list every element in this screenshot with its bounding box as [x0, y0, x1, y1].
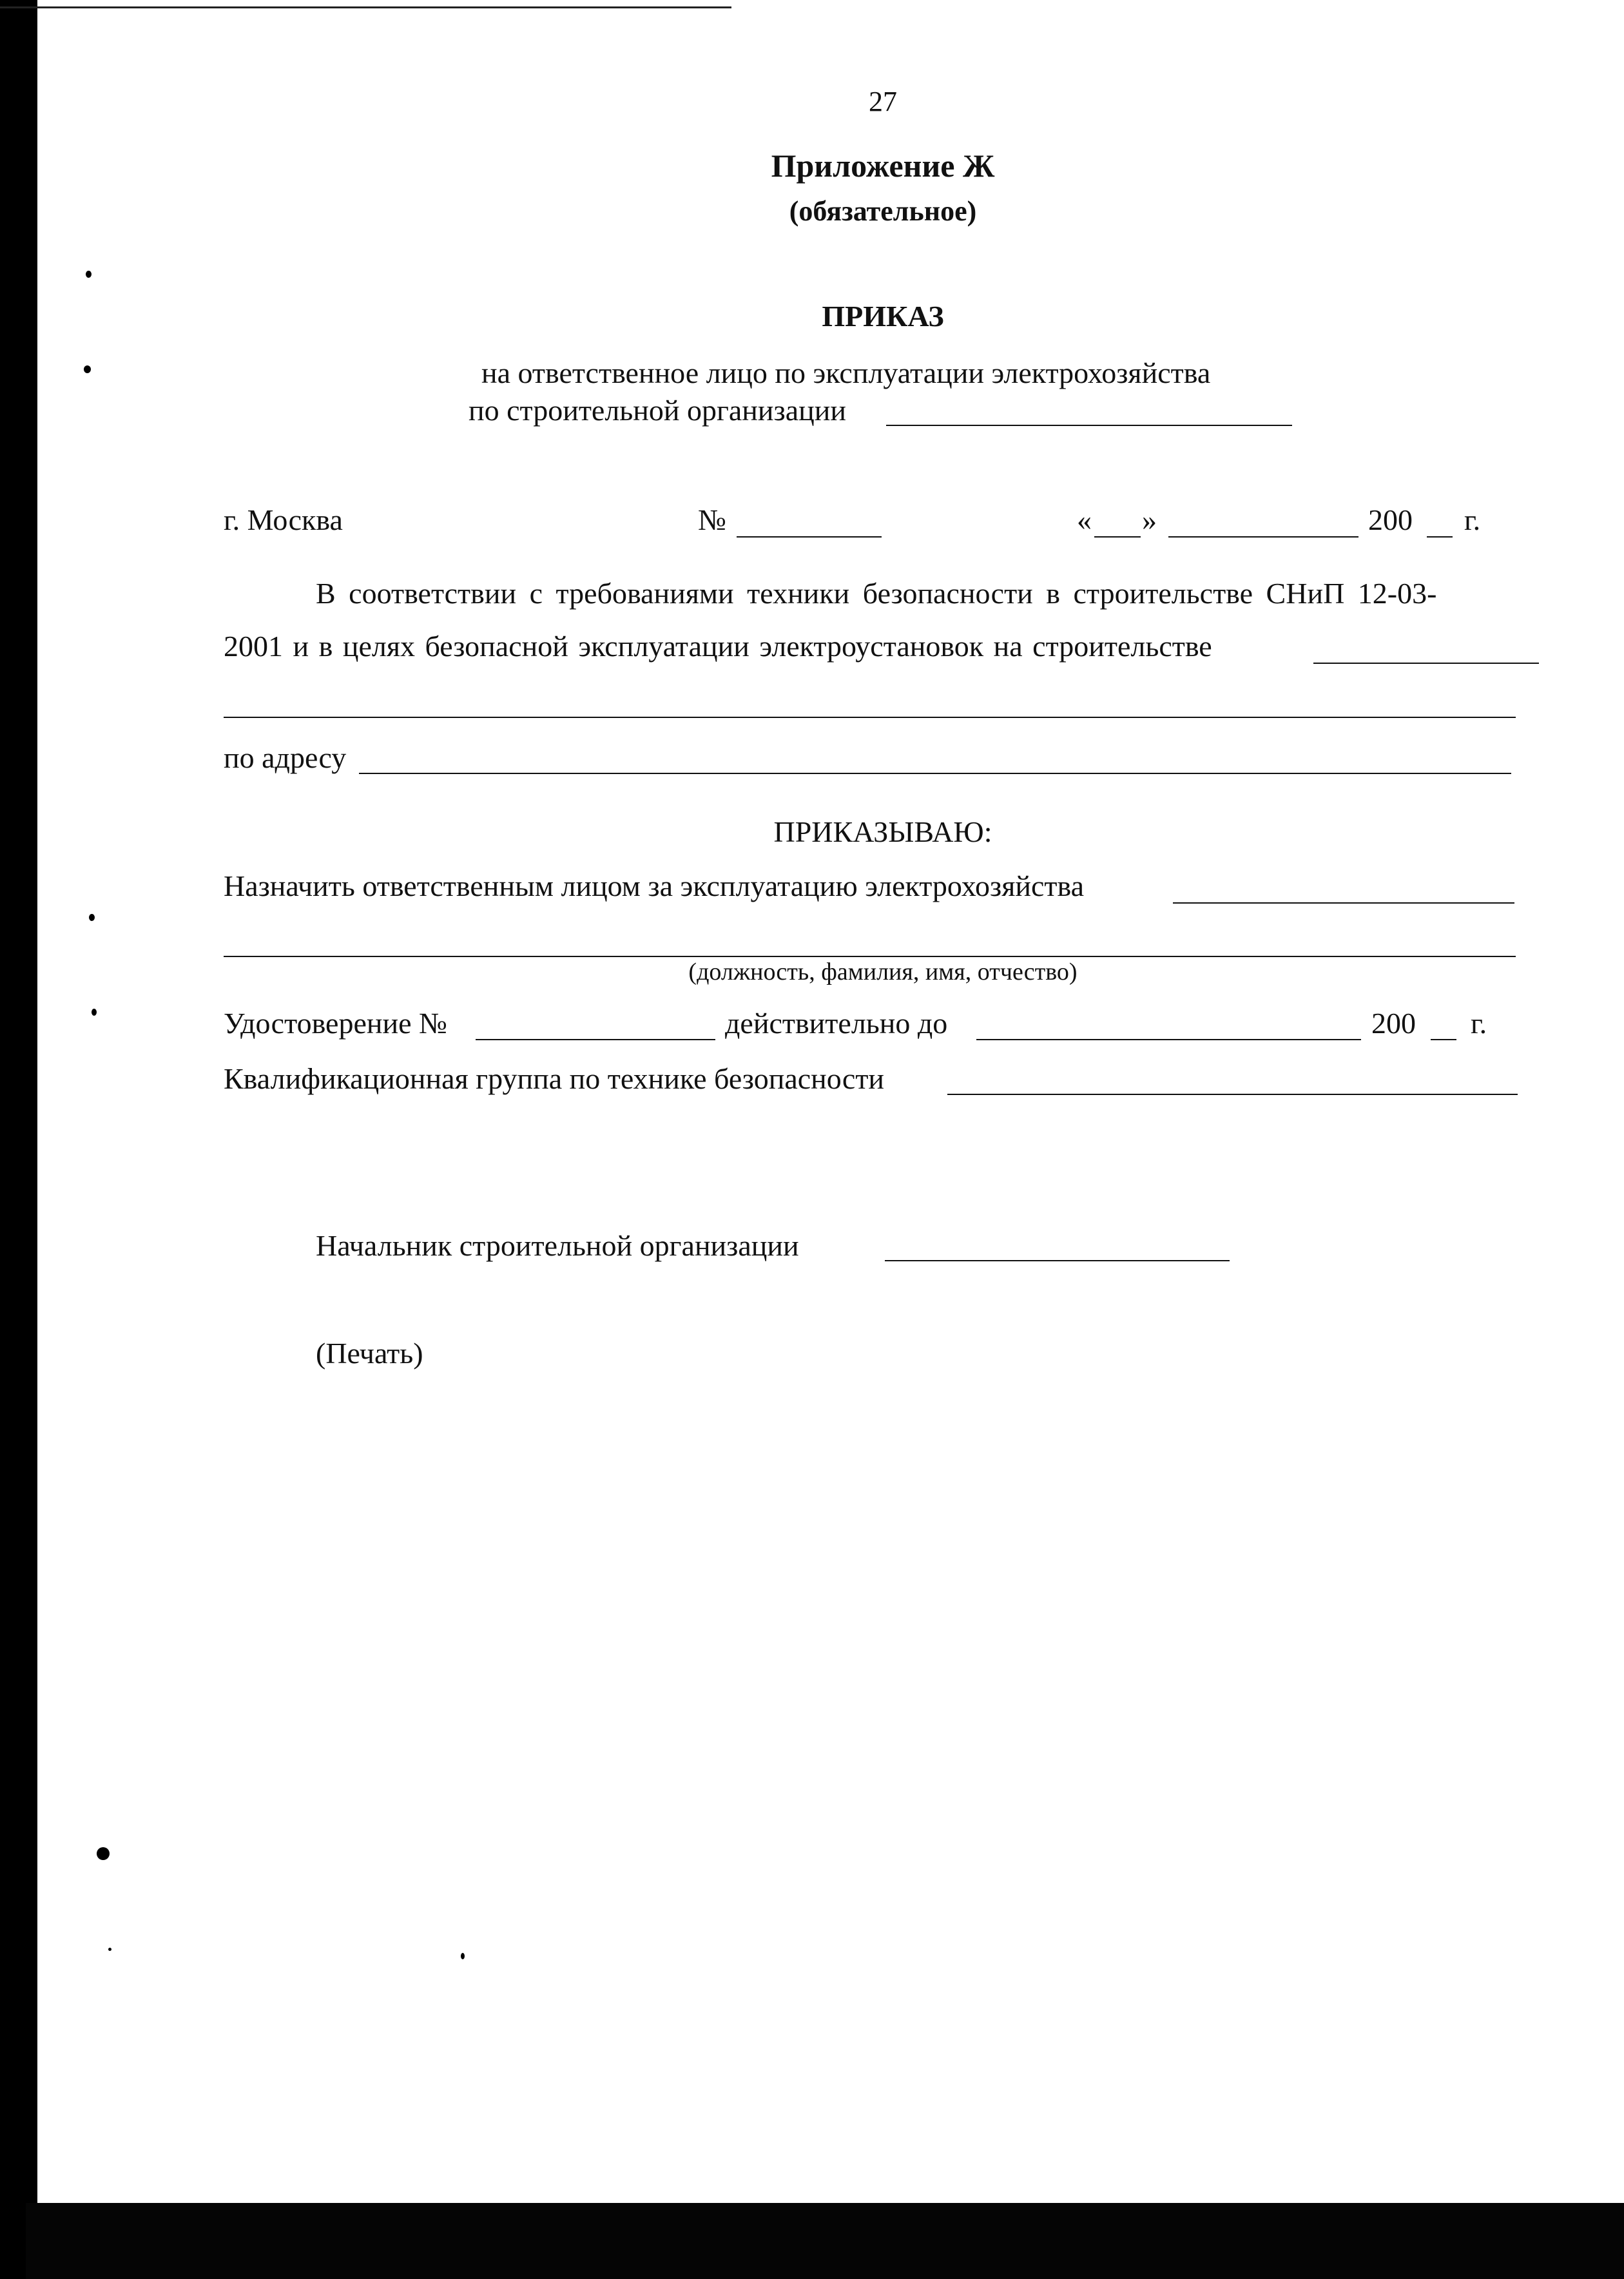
seal-label: (Печать) — [316, 1337, 423, 1370]
assignee-blank-line — [1173, 902, 1514, 904]
certificate-number-blank-line — [476, 1039, 715, 1040]
body-paragraph-line1: В соответствии с требованиями техники безопасности в строительстве СНиП 12-03- — [316, 577, 1437, 610]
scan-border-left — [0, 0, 37, 2279]
month-blank-line — [1168, 536, 1358, 538]
construction-blank-line — [1313, 663, 1539, 664]
scan-border-bottom — [26, 2203, 1624, 2279]
valid-until-blank-line — [976, 1039, 1361, 1040]
assign-caption: (должность, фамилия, имя, отчество) — [688, 958, 1078, 985]
number-blank-line — [737, 536, 882, 538]
scan-speck — [97, 1847, 110, 1860]
organization-blank-line — [886, 425, 1292, 426]
valid-until-label: действительно до — [725, 1007, 948, 1040]
scan-speck — [108, 1948, 111, 1951]
construction-blank-line-2 — [224, 717, 1516, 718]
address-blank-line — [359, 773, 1511, 774]
date-quote-open: « — [1077, 503, 1092, 536]
scan-top-rule — [0, 6, 731, 8]
assign-text: Назначить ответственным лицом за эксплуатацию электрохозяйства — [224, 869, 1085, 902]
order-subtitle: на ответственное лицо по эксплуатации электрохозяйства — [481, 356, 1211, 389]
year-suffix: г. — [1464, 503, 1481, 536]
scan-speck — [84, 365, 91, 373]
scan-speck — [461, 1953, 465, 1959]
scan-speck — [92, 1009, 97, 1016]
date-quote-close: » — [1142, 503, 1157, 536]
cert-year-suffix: г. — [1471, 1007, 1487, 1040]
signature-blank-line — [885, 1260, 1230, 1261]
order-title: ПРИКАЗ — [822, 300, 944, 333]
appendix-status: (обязательное) — [789, 195, 977, 227]
cert-year-prefix: 200 — [1371, 1007, 1416, 1040]
order-subtitle-organization: по строительной организации — [469, 394, 846, 427]
day-blank-line — [1094, 536, 1141, 538]
head-of-organization-label: Начальник строительной организации — [316, 1229, 799, 1262]
scan-speck — [86, 271, 92, 278]
appendix-title: Приложение Ж — [771, 148, 995, 184]
page-number: 27 — [869, 86, 897, 117]
number-label: № — [698, 503, 726, 536]
decree-heading: ПРИКАЗЫВАЮ: — [773, 815, 992, 848]
address-label: по адресу — [224, 741, 347, 774]
scan-speck — [89, 914, 95, 921]
body-paragraph-line2: 2001 и в целях безопасной эксплуатации электроустановок на строительстве — [224, 630, 1212, 663]
certificate-label: Удостоверение № — [224, 1007, 447, 1040]
assignee-blank-line-2 — [224, 956, 1516, 957]
city-label: г. Москва — [224, 503, 343, 536]
year-prefix: 200 — [1368, 503, 1413, 536]
qualification-blank-line — [947, 1094, 1518, 1095]
year-blank-line — [1427, 536, 1453, 538]
cert-year-blank-line — [1431, 1039, 1456, 1040]
qualification-label: Квалификационная группа по технике безопасности — [224, 1062, 885, 1095]
